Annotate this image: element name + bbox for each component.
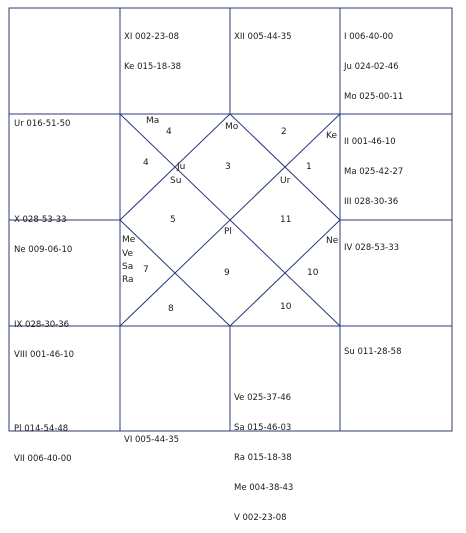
label-house-4b: 4 [143,158,149,168]
cell-line: Pl 014-54-48 [14,424,69,434]
cell-line: VIII 001-46-10 [14,350,75,360]
label-house-9: 9 [224,268,230,278]
cell-line: IV 028-53-33 [344,243,400,253]
label-house-3: 3 [225,162,231,172]
cell-line: Ma 025-42-27 [344,167,404,177]
cell-line: Me 004-38-43 [234,483,294,493]
label-house-11: 11 [280,215,292,225]
cell-line: VI 005-44-35 [124,435,180,445]
cell-line: X 028-53-33 [14,215,67,225]
cell-line: Ju 024-02-46 [344,62,399,72]
cell-line: XI 002-23-08 [124,32,180,42]
label-house-4a: 4 [166,127,172,137]
cell-bottom-3 [234,373,293,533]
cell-line: Ne 009-06-10 [14,245,73,255]
cell-line: Ra 015-18-38 [234,453,292,463]
label-house-2: 2 [281,127,287,137]
label-ur: Ur [280,176,291,186]
cell-top-3 [234,12,292,52]
cell-line: V 002-23-08 [234,513,287,523]
label-ne: Ne [326,236,339,246]
cell-right-mid2 [344,223,399,263]
label-house-1: 1 [306,162,312,172]
label-ve: Ve [122,249,133,259]
cell-line: Mo 025-00-11 [344,92,404,102]
cell-line: VII 006-40-00 [14,454,72,464]
cell-bottom-right [344,327,401,367]
cell-left-mid2 [14,300,74,370]
cell-line: IX 028-30-36 [14,320,70,330]
label-ma: Ma [146,116,160,126]
label-house-10b: 10 [280,302,292,312]
cell-left-mid1 [14,195,72,265]
label-ra: Ra [122,275,134,285]
label-ju: Ju [177,162,186,172]
cell-line: III 028-30-36 [344,197,399,207]
cell-bottom-2 [124,415,179,455]
cell-bottom-left [14,404,72,474]
cell-right-mid1 [344,117,403,217]
label-house-10a: 10 [307,268,319,278]
label-mo: Mo [225,122,239,132]
cell-line: Ur 016-51-50 [14,119,71,129]
cell-line: Ve 025-37-46 [234,393,292,403]
label-su: Su [170,176,182,186]
cell-line: Su 011-28-58 [344,347,402,357]
label-house-7: 7 [143,265,149,275]
cell-top-left [14,99,70,139]
cell-line: Sa 015-46-03 [234,423,292,433]
label-pl: Pl [224,227,232,237]
label-house-8: 8 [168,304,174,314]
cell-top-2 [124,12,181,82]
label-sa: Sa [122,262,134,272]
cell-line: XII 005-44-35 [234,32,292,42]
cell-line: I 006-40-00 [344,32,394,42]
label-me: Me [122,235,136,245]
cell-line: II 001-46-10 [344,137,396,147]
label-house-5: 5 [170,215,176,225]
cell-line: Ke 015-18-38 [124,62,182,72]
label-ke: Ke [326,131,337,141]
cell-top-right [344,12,403,112]
